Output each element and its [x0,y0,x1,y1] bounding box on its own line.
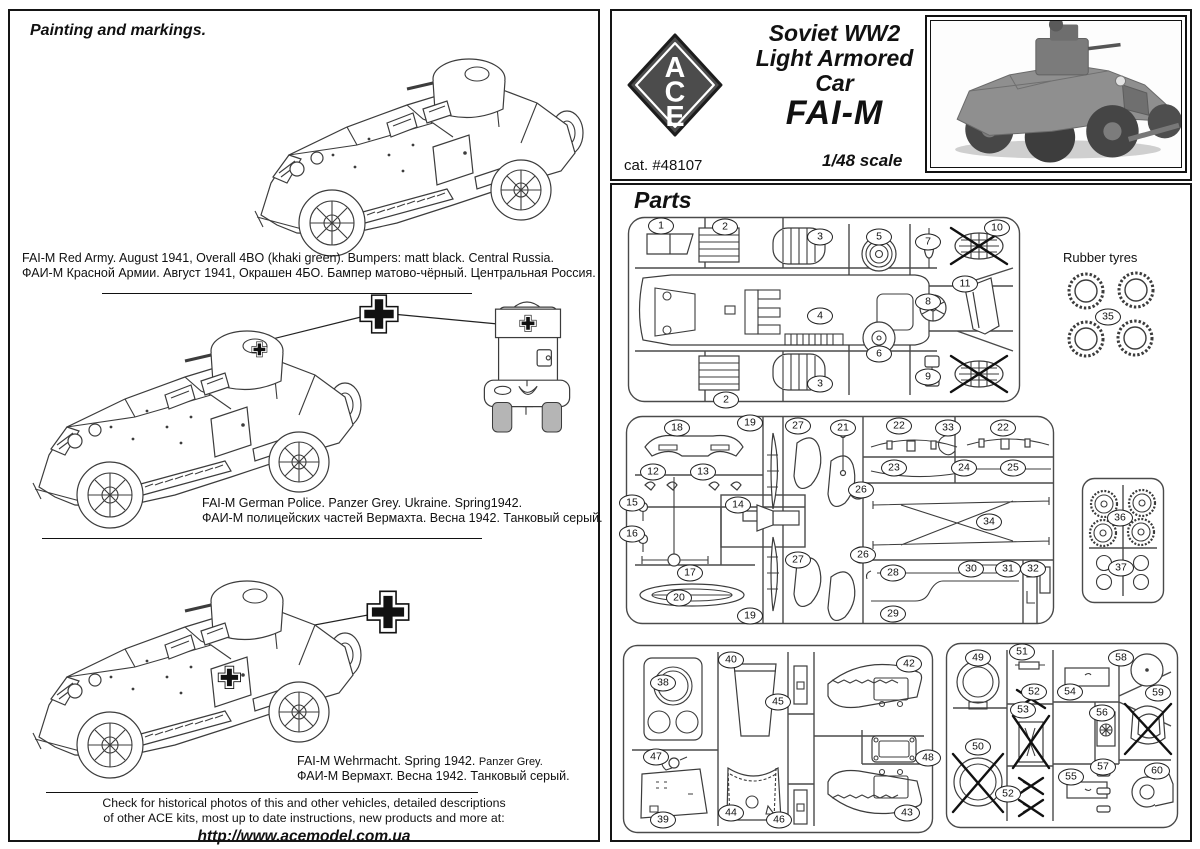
separator [102,293,472,294]
part-callout-sprue-c-39: 39 [650,812,676,829]
scale-label: 1/48 scale [822,151,903,170]
kit-title-line1: Soviet WW2 [768,20,901,46]
scheme-caption-red-army: FAI-M Red Army. August 1941, Overall 4BO (khaki green). Bumpers: matt black. Central Russia. ФАИ-М Красной Армии. Август 1941, Окрашен 4БО. Бампер матово-чёрный. Центральная Россия. [22,251,596,280]
part-callout-sprue-c-46: 46 [766,812,792,829]
separator [46,792,478,793]
part-callout-sprue-b-19: 19 [737,415,763,432]
part-callout-sprue-b-27: 27 [785,552,811,569]
part-callout-sprue-b-13: 13 [690,464,716,481]
balkenkreuz-decal [358,293,400,335]
part-callout-sprue-b-16: 16 [619,526,645,543]
vehicle-rear-view [478,299,576,435]
part-callout-sprue-b-33: 33 [935,420,961,437]
wheels-sprue-diagram [1081,477,1165,604]
part-callout-sprue-d-59: 59 [1145,685,1171,702]
ace-logo [626,29,724,141]
part-callout-sprue-d-50: 50 [965,739,991,756]
painting-markings-title: Painting and markings. [30,22,207,39]
part-callout-sprue-d-58: 58 [1108,650,1134,667]
scheme-caption-german-police: FAI-M German Police. Panzer Grey. Ukraine. Spring1942. ФАИ-М полицейских частей Вермахта. Весна 1942. Танковый серый. [202,496,603,525]
part-callout-wheels-sprue-36: 36 [1107,510,1133,527]
part-callout-sprue-c-43: 43 [894,805,920,822]
part-callout-sprue-b-12: 12 [640,464,666,481]
part-callout-sprue-a-9: 9 [915,369,941,386]
part-callout-sprue-d-54: 54 [1057,684,1083,701]
part-callout-sprue-b-30: 30 [958,561,984,578]
scheme-caption-wehrmacht: FAI-M Wehrmacht. Spring 1942. Panzer Grey. ФАИ-М Вермахт. Весна 1942. Танковый серый. [297,754,570,784]
vehicle-illustration-red-army [237,27,597,267]
rubber-tyres-label: Rubber tyres [1063,250,1138,265]
part-callout-sprue-b-27: 27 [785,418,811,435]
part-callout-sprue-a-3: 3 [807,376,833,393]
kit-title-line2: Light Armored Car [755,44,914,96]
part-callout-sprue-b-14: 14 [725,497,751,514]
footer-line1: Check for historical photos of this and other vehicles, detailed descriptions [102,796,506,810]
model-photo-illustration [931,21,1181,167]
boxart-photo [930,20,1182,168]
svg-text:A: A [664,51,686,84]
part-callout-sprue-a-11: 11 [952,276,978,293]
part-callout-sprue-a-2: 2 [712,219,738,236]
part-callout-sprue-c-44: 44 [718,805,744,822]
part-callout-sprue-c-42: 42 [896,656,922,673]
footer-line2: of other ACE kits, most up to date instructions, new products and more at: [103,811,505,826]
part-callout-sprue-c-47: 47 [643,749,669,766]
svg-text:C: C [664,76,686,109]
part-callout-sprue-b-23: 23 [881,460,907,477]
kit-header-panel [610,9,1192,181]
part-callout-rubber-tyres-35: 35 [1095,309,1121,326]
catalog-number: cat. #48107 [624,157,703,174]
part-callout-sprue-b-21: 21 [830,420,856,437]
part-callout-sprue-a-2: 2 [713,392,739,409]
part-callout-sprue-a-4: 4 [807,308,833,325]
part-callout-sprue-b-24: 24 [951,460,977,477]
part-callout-sprue-a-7: 7 [915,234,941,251]
part-callout-sprue-c-38: 38 [650,675,676,692]
part-callout-sprue-b-28: 28 [880,565,906,582]
part-callout-sprue-b-17: 17 [677,565,703,582]
part-callout-sprue-d-57: 57 [1090,759,1116,776]
part-callout-sprue-a-6: 6 [866,346,892,363]
part-callout-sprue-b-34: 34 [976,514,1002,531]
part-callout-sprue-b-22: 22 [990,420,1016,437]
balkenkreuz-decal [365,589,411,635]
svg-text:E: E [665,100,685,133]
parts-title: Parts [634,187,692,213]
part-callout-sprue-d-52: 52 [1021,684,1047,701]
part-callout-sprue-a-5: 5 [866,229,892,246]
separator [42,538,482,539]
part-callout-sprue-b-29: 29 [880,606,906,623]
part-callout-sprue-b-18: 18 [664,420,690,437]
part-callout-sprue-c-48: 48 [915,750,941,767]
part-callout-sprue-a-3: 3 [807,229,833,246]
kit-title-line3: FAI-M [785,94,884,133]
part-callout-sprue-d-51: 51 [1009,644,1035,661]
part-callout-sprue-d-49: 49 [965,650,991,667]
part-callout-sprue-a-8: 8 [915,294,941,311]
part-callout-sprue-d-60: 60 [1144,763,1170,780]
footer-note [10,796,598,846]
painting-markings-panel [8,9,603,845]
part-callout-sprue-d-53: 53 [1010,702,1036,719]
part-callout-sprue-d-55: 55 [1058,769,1084,786]
vehicle-illustration-wehrmacht [15,549,375,789]
part-callout-sprue-a-10: 10 [984,220,1010,237]
website-link[interactable]: http://www.acemodel.com.ua [197,827,411,845]
part-callout-sprue-d-52: 52 [995,786,1021,803]
kit-title [742,21,927,132]
part-callout-sprue-b-26: 26 [848,482,874,499]
part-callout-sprue-c-40: 40 [718,652,744,669]
part-callout-sprue-b-31: 31 [995,561,1021,578]
part-callout-wheels-sprue-37: 37 [1108,560,1134,577]
boxart-photo-frame [925,15,1187,173]
part-callout-sprue-b-32: 32 [1020,561,1046,578]
part-callout-sprue-b-15: 15 [619,495,645,512]
part-callout-sprue-c-45: 45 [765,694,791,711]
part-callout-sprue-b-20: 20 [666,590,692,607]
sprue-c-diagram [622,644,934,834]
part-callout-sprue-b-26: 26 [850,547,876,564]
part-callout-sprue-b-25: 25 [1000,460,1026,477]
part-callout-sprue-d-56: 56 [1089,705,1115,722]
part-callout-sprue-b-19: 19 [737,608,763,625]
sprue-d-diagram [945,642,1179,829]
part-callout-sprue-a-1: 1 [648,218,674,235]
part-callout-sprue-b-22: 22 [886,418,912,435]
